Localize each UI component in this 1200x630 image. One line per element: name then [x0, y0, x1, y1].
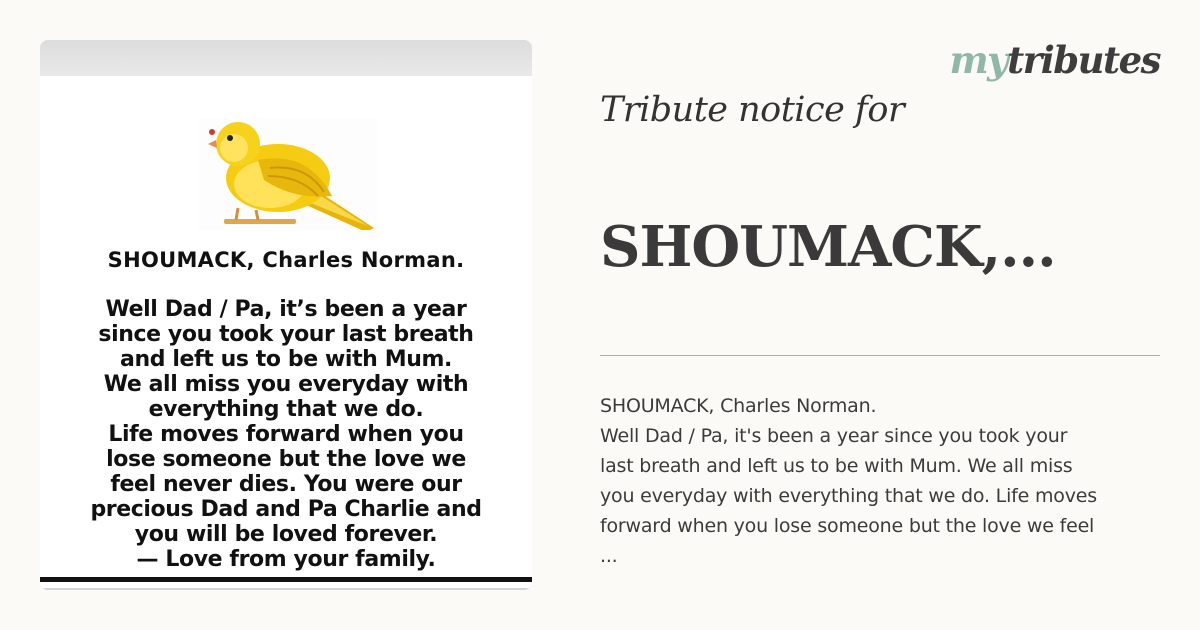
notice-name-heading: SHOUMACK, Charles Norman.	[107, 248, 465, 272]
logo-my: my	[949, 38, 1008, 82]
deceased-name-title: SHOUMACK,...	[600, 214, 1056, 280]
canary-bird-icon	[198, 118, 378, 230]
notice-bottom-rule	[40, 577, 532, 582]
tribute-excerpt: SHOUMACK, Charles Norman. Well Dad / Pa, it's been a year since you took your last breath and left us to be with Mum. We all miss you everyday with everything that we do. Life moves forward when you lose someone but the love we feel ...	[600, 395, 1097, 567]
notice-body-text: Well Dad / Pa, it’s been a year since you took your last breath and left us to be with Mum. We all miss you everyday with everything that we do. Life moves forward when you lose someone but the love we feel never dies. You were our precious Dad and Pa Charlie and you will be loved forever. — Love from your family.	[90, 297, 482, 572]
section-divider	[600, 355, 1160, 356]
tribute-notice-label: Tribute notice for	[600, 90, 905, 130]
notice-image[interactable]	[40, 40, 532, 590]
logo-tributes: tributes	[1007, 38, 1160, 82]
mytributes-logo[interactable]	[949, 38, 1160, 82]
notice-paper	[40, 76, 532, 588]
